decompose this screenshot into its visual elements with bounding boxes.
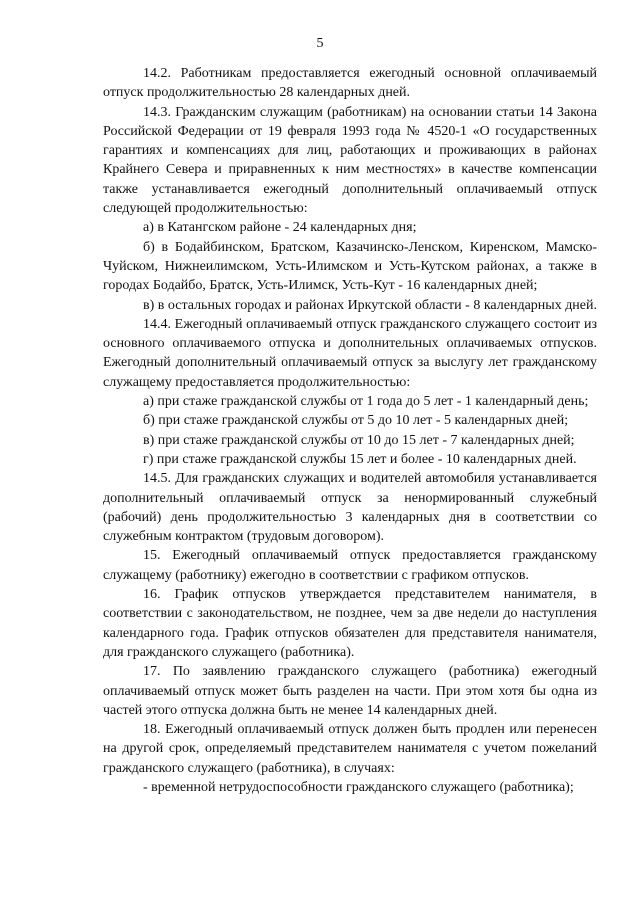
paragraph-16: 16. График отпусков утверждается представителем нанимателя, в соответствии с законодательством, не позднее, чем за две недели до наступления календарного года. График отпусков обязателен для представителя нанимателя, для гражданского служащего (работника). <box>103 587 597 660</box>
list-item-14-4-a: а) при стаже гражданской службы от 1 года до 5 лет - 1 календарный день; <box>143 394 589 410</box>
list-item-14-3-v: в) в остальных городах и районах Иркутской области - 8 календарных дней. <box>143 297 598 313</box>
paragraph-14-3: 14.3. Гражданским служащим (работникам) на основании статьи 14 Закона Российской Федерации от 19 февраля 1993 года № 4520-1 «О государственных гарантиях и компенсациях для лиц, работающих и проживающих в районах Крайнего Севера и приравненных к ним местностях» в качестве компенсации также устанавливается ежегодный дополнительный оплачиваемый отпуск следующей продолжительностью: <box>103 104 597 217</box>
paragraph-14-2: 14.2. Работникам предоставляется ежегодный основной оплачиваемый отпуск продолжительностью 28 календарных дней. <box>103 66 597 101</box>
paragraph-14-5: 14.5. Для гражданских служащих и водителей автомобиля устанавливается дополнительный оплачиваемый отпуск за ненормированный служебный (рабочий) день продолжительностью 3 календарных дня в соответствии со служебным контрактом (трудовым договором). <box>103 471 597 545</box>
paragraph-14-4: 14.4. Ежегодный оплачиваемый отпуск гражданского служащего состоит из основного оплачиваемого отпуска и дополнительных оплачиваемых отпусков. Ежегодный дополнительный оплачиваемый отпуск за выслугу лет гражданскому служащему предоставляется продолжительностью: <box>103 316 597 390</box>
paragraph-15: 15. Ежегодный оплачиваемый отпуск предоставляется гражданскому служащему (работнику) ежегодно в соответствии с графиком отпусков. <box>103 548 597 583</box>
list-item-14-4-g: г) при стаже гражданской службы 15 лет и более - 10 календарных дней. <box>143 451 577 467</box>
list-item-14-4-b: б) при стаже гражданской службы от 5 до 10 лет - 5 календарных дней; <box>143 413 569 429</box>
list-item-14-3-a: а) в Катангском районе - 24 календарных дня; <box>143 220 417 236</box>
list-item-14-4-v: в) при стаже гражданской службы от 10 до 15 лет - 7 календарных дней; <box>143 432 575 448</box>
list-item-14-3-b: б) в Бодайбинском, Братском, Казачинско-Ленском, Киренском, Мамско-Чуйском, Нижнеилимском, Усть-Илимском и Усть-Кутском районах, а также в городах Бодайбо, Братск, Усть-Илимск, Усть-Кут - 16 календарных дней; <box>103 239 597 294</box>
document-body <box>103 64 597 797</box>
page-number: 5 <box>316 36 324 51</box>
paragraph-18: 18. Ежегодный оплачиваемый отпуск должен быть продлен или перенесен на другой срок, определяемый представителем нанимателя с учетом пожеланий гражданского служащего (работника), в случаях: <box>103 722 597 776</box>
list-item-18-dash: - временной нетрудоспособности гражданского служащего (работника); <box>143 779 574 795</box>
paragraph-17: 17. По заявлению гражданского служащего (работника) ежегодный оплачиваемый отпуск может быть разделен на части. При этом хотя бы одна из частей этого отпуска должна быть не менее 14 календарных дней. <box>103 664 597 718</box>
